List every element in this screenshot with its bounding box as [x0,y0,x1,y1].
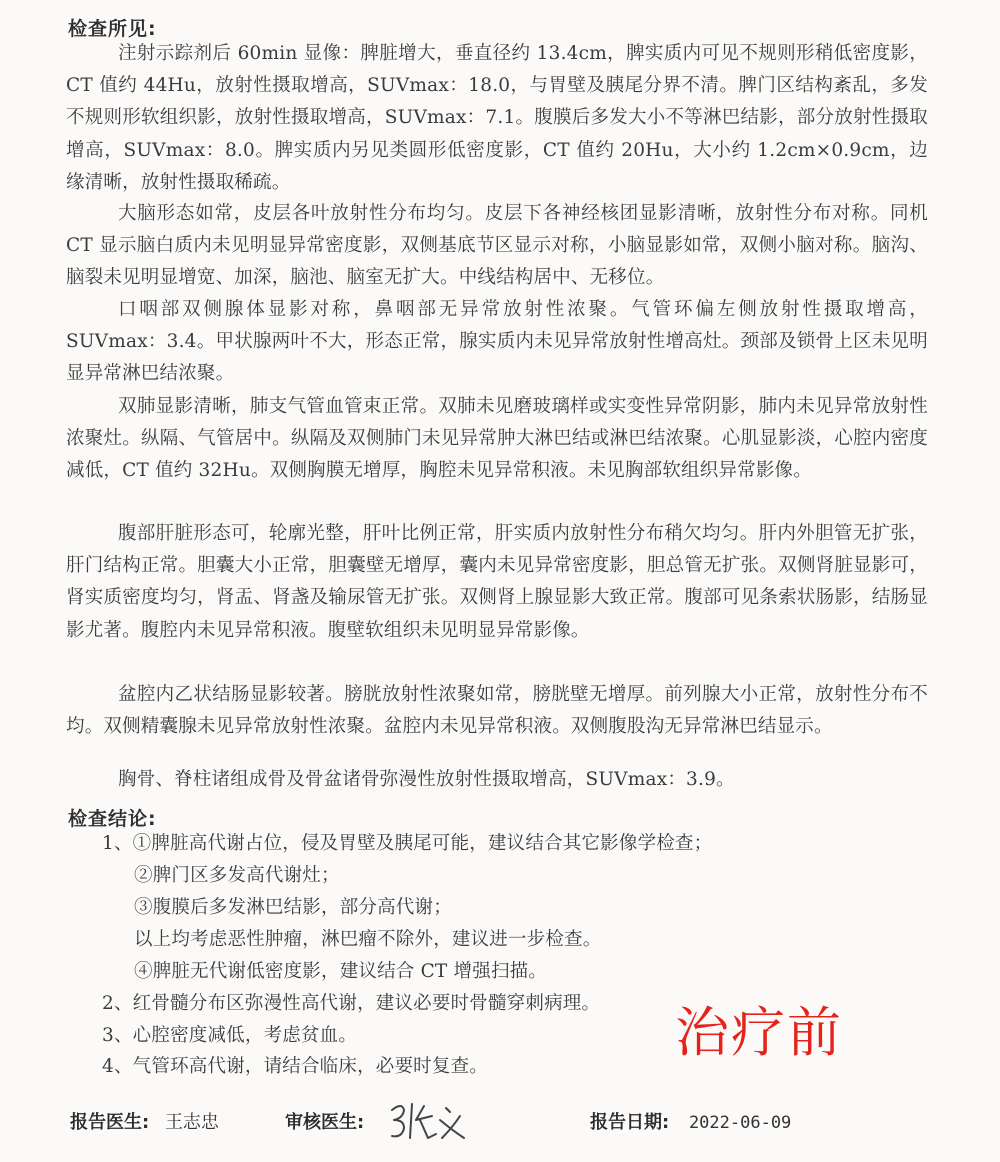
conclusion-line: 以上均考虑恶性肿瘤，淋巴瘤不除外，建议进一步检查。 [134,929,602,950]
findings-paragraph-abdomen: 腹部肝脏形态可，轮廓光整，肝叶比例正常，肝实质内放射性分布稍欠均匀。肝内外胆管无扩张，肝门结构正常。胆囊大小正常，胆囊壁无增厚，囊内未见异常密度影，胆总管无扩张。双侧肾脏显影可，肾实质密度均匀，肾盂、肾盏及输尿管无扩张。双侧肾上腺显影大致正常。腹部可见条索状肠影，结肠显影尤著。腹腔内未见异常积液。腹壁软组织未见明显异常影像。 [66,523,928,641]
reporter-doctor [70,1108,219,1134]
findings-paragraph-chest: 双肺显影清晰，肺支气管血管束正常。双肺未见磨玻璃样或实变性异常阴影，肺内未见异常放射性浓聚灶。纵隔、气管居中。纵隔及双侧肺门未见异常肿大淋巴结或淋巴结浓聚。心肌显影淡，心腔内密度减低，CT 值约 32Hu。双侧胸膜无增厚，胸腔未见异常积液。未见胸部软组织异常影像。 [66,396,928,482]
findings-paragraph-neck: 口咽部双侧腺体显影对称，鼻咽部无异常放射性浓聚。气管环偏左侧放射性摄取增高，SUVmax：3.4。甲状腺两叶不大，形态正常，腺实质内未见异常放射性增高灶。颈部及锁骨上区未见明显异常淋巴结浓聚。 [66,299,928,385]
conclusion-line: ④脾脏无代谢低密度影，建议结合 CT 增强扫描。 [134,961,548,982]
findings-heading: 检查所见: [68,18,157,40]
conclusion-line: ②脾门区多发高代谢灶； [134,865,340,886]
findings-paragraph-bones: 胸骨、脊柱诸组成骨及骨盆诸骨弥漫性放射性摄取增高，SUVmax：3.9。 [118,769,735,790]
conclusion-line: 2、红骨髓分布区弥漫性高代谢，建议必要时骨髓穿刺病理。 [102,993,601,1014]
conclusion-line: 3、心腔密度减低，考虑贫血。 [102,1025,358,1046]
report-date [590,1108,791,1134]
findings-paragraph-spleen: 注射示踪剂后 60min 显像：脾脏增大，垂直径约 13.4cm，脾实质内可见不规则形稍低密度影，CT 值约 44Hu，放射性摄取增高，SUVmax：18.0，与胃壁及胰尾分界不清。脾门区结构紊乱，多发不规则形软组织影，放射性摄取增高，SUVmax：7.1。腹膜后多发大小不等淋巴结影，部分放射性摄取增高，SUVmax：8.0。脾实质内另见类圆形低密度影，CT 值约 20Hu，大小约 1.2cm×0.9cm，边缘清晰，放射性摄取稀疏。 [66,43,928,193]
findings-paragraph-brain: 大脑形态如常，皮层各叶放射性分布均匀。皮层下各神经核团显影清晰，放射性分布对称。同机 CT 显示脑白质内未见明显异常密度影，双侧基底节区显示对称，小脑显影如常，双侧小脑对称。脑沟、脑裂未见明显增宽、加深，脑池、脑室无扩大。中线结构居中、无移位。 [66,203,928,289]
findings-paragraph-pelvis: 盆腔内乙状结肠显影较著。膀胱放射性浓聚如常，膀胱壁无增厚。前列腺大小正常，放射性分布不均。双侧精囊腺未见异常放射性浓聚。盆腔内未见异常积液。双侧腹股沟无异常淋巴结显示。 [66,684,928,738]
conclusion-line: ③腹膜后多发淋巴结影，部分高代谢； [134,897,452,918]
reporter-name: 王志忠 [164,1112,219,1133]
conclusion-heading: 检查结论: [68,808,157,830]
conclusion-line: 1、①脾脏高代谢占位，侵及胃壁及胰尾可能，建议结合其它影像学检查； [102,833,713,854]
reviewer-doctor [285,1108,364,1134]
conclusion-line: 4、气管环高代谢，请结合临床，必要时复查。 [102,1056,488,1077]
reviewer-signature-image [388,1098,468,1144]
date-label: 报告日期: [590,1112,670,1133]
date-value: 2022-06-09 [688,1113,792,1133]
reviewer-label: 审核医生: [285,1112,365,1133]
pre-treatment-stamp: 治疗前 [675,1001,843,1064]
reporter-label: 报告医生: [70,1112,150,1133]
